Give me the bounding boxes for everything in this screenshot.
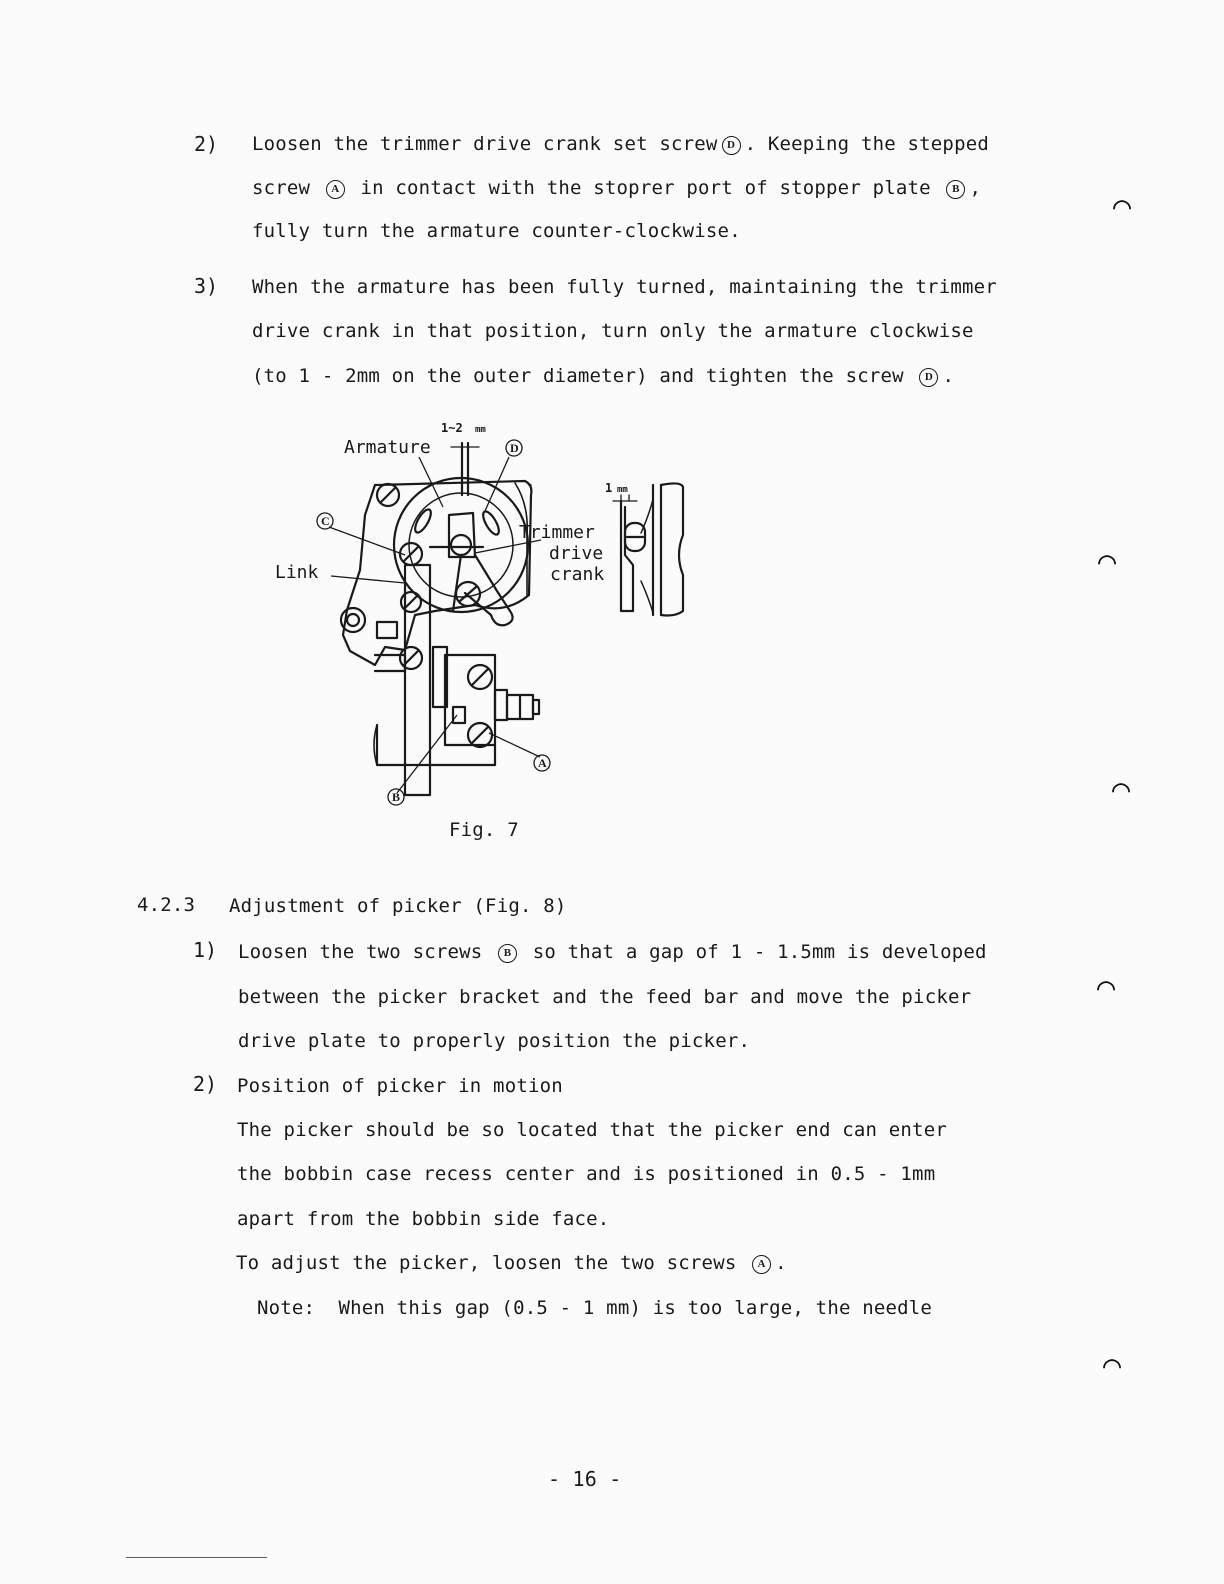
- sec-step-2-line-4: To adjust the picker, loosen the two screws A .: [236, 1252, 787, 1274]
- label-link: Link: [275, 562, 319, 583]
- stop-screw-inner: [347, 614, 359, 626]
- binder-mark-3: ◠: [1112, 773, 1131, 808]
- step-2-number: 2): [194, 132, 219, 156]
- sec-step-2-line-1: The picker should be so located that the picker end can enter: [237, 1119, 947, 1141]
- footer-line: [126, 1557, 267, 1558]
- section-number: 4.2.3: [137, 894, 196, 916]
- side-disc: [653, 485, 661, 615]
- step-3-line-3: (to 1 - 2mm on the outer diameter) and tighten the screw D .: [252, 365, 955, 387]
- sec-step-2-heading: Position of picker in motion: [237, 1075, 563, 1097]
- figure-7-diagram: [265, 415, 705, 855]
- plate-screw-top-slot: [381, 488, 395, 502]
- figure-marker-d: D: [510, 441, 519, 455]
- crank-pin: [451, 535, 471, 555]
- sec-step-1-line-2: between the picker bracket and the feed bar and move the picker: [238, 986, 972, 1008]
- sec-step-2-number: 2): [193, 1072, 218, 1096]
- page-number: - 16 -: [548, 1467, 622, 1491]
- step-3-line-2: drive crank in that position, turn only the armature clockwise: [252, 320, 974, 342]
- binder-mark-2: ◠: [1098, 545, 1117, 580]
- dim-top-unit: mm: [475, 425, 486, 435]
- marker-b: B: [498, 944, 517, 963]
- figure-marker-b: B: [392, 790, 401, 804]
- armature-inner: [409, 493, 513, 597]
- stepped-screw-a-slot: [472, 727, 488, 743]
- leader-link: [331, 576, 405, 583]
- stopper-screw-slot: [472, 669, 488, 685]
- marker-a: A: [752, 1255, 771, 1274]
- marker-a: A: [326, 180, 345, 199]
- sec-step-1-line-1: Loosen the two screws B so that a gap of 1 - 1.5mm is developed: [238, 941, 987, 963]
- figure-marker-a: A: [538, 756, 547, 770]
- note-text: When this gap (0.5 - 1 mm) is too large, the needle: [338, 1297, 933, 1319]
- section-title: Adjustment of picker (Fig. 8): [229, 895, 567, 917]
- binder-mark-1: ◠: [1113, 190, 1132, 225]
- base-plate: [343, 481, 531, 665]
- step-3-number: 3): [194, 274, 219, 298]
- step-2-line-3: fully turn the armature counter-clockwise.: [252, 220, 741, 242]
- sec-step-1-line-3: drive plate to properly position the picker.: [238, 1030, 751, 1052]
- leader-a: [489, 733, 540, 757]
- label-crank: crank: [550, 564, 605, 585]
- sec-step-1-number: 1): [193, 938, 218, 962]
- nut-washer: [495, 690, 507, 720]
- figure-marker-c: C: [321, 514, 330, 528]
- bolt-end: [533, 700, 539, 714]
- side-bracket: [641, 499, 653, 613]
- dim-right-unit: mm: [617, 485, 628, 495]
- sec-step-2-line-3: apart from the bobbin side face.: [237, 1208, 610, 1230]
- figure-caption: Fig. 7: [449, 819, 519, 841]
- step-2-line-1: Loosen the trimmer drive crank set screw D . Keeping the stepped: [252, 133, 989, 155]
- marker-d: D: [722, 136, 741, 155]
- marker-d: D: [919, 368, 938, 387]
- stop-block: [377, 622, 397, 638]
- label-drive: drive: [549, 543, 604, 564]
- note-label: Note:: [257, 1297, 316, 1319]
- marker-b: B: [946, 180, 965, 199]
- dim-top-value: 1~2: [441, 421, 463, 435]
- sec-step-2-note: [257, 1297, 932, 1319]
- dim-right-value: 1: [605, 481, 613, 495]
- binder-mark-5: ◠: [1103, 1349, 1122, 1384]
- stopper-port: [453, 707, 465, 723]
- step-3-line-1: When the armature has been fully turned, maintaining the trimmer: [252, 276, 997, 298]
- drive-crank-arm: [453, 555, 513, 625]
- side-housing: [661, 483, 683, 615]
- armature-slot-2: [480, 509, 502, 537]
- label-armature: Armature: [344, 437, 431, 458]
- link-bar: [405, 565, 430, 795]
- label-trimmer: Trimmer: [519, 522, 595, 543]
- sec-step-2-line-2: the bobbin case recess center and is positioned in 0.5 - 1mm: [237, 1163, 936, 1185]
- step-2-line-2: screw A in contact with the stoprer port of stopper plate B ,: [252, 177, 982, 199]
- side-crank: [621, 501, 633, 611]
- binder-mark-4: ◠: [1097, 971, 1116, 1006]
